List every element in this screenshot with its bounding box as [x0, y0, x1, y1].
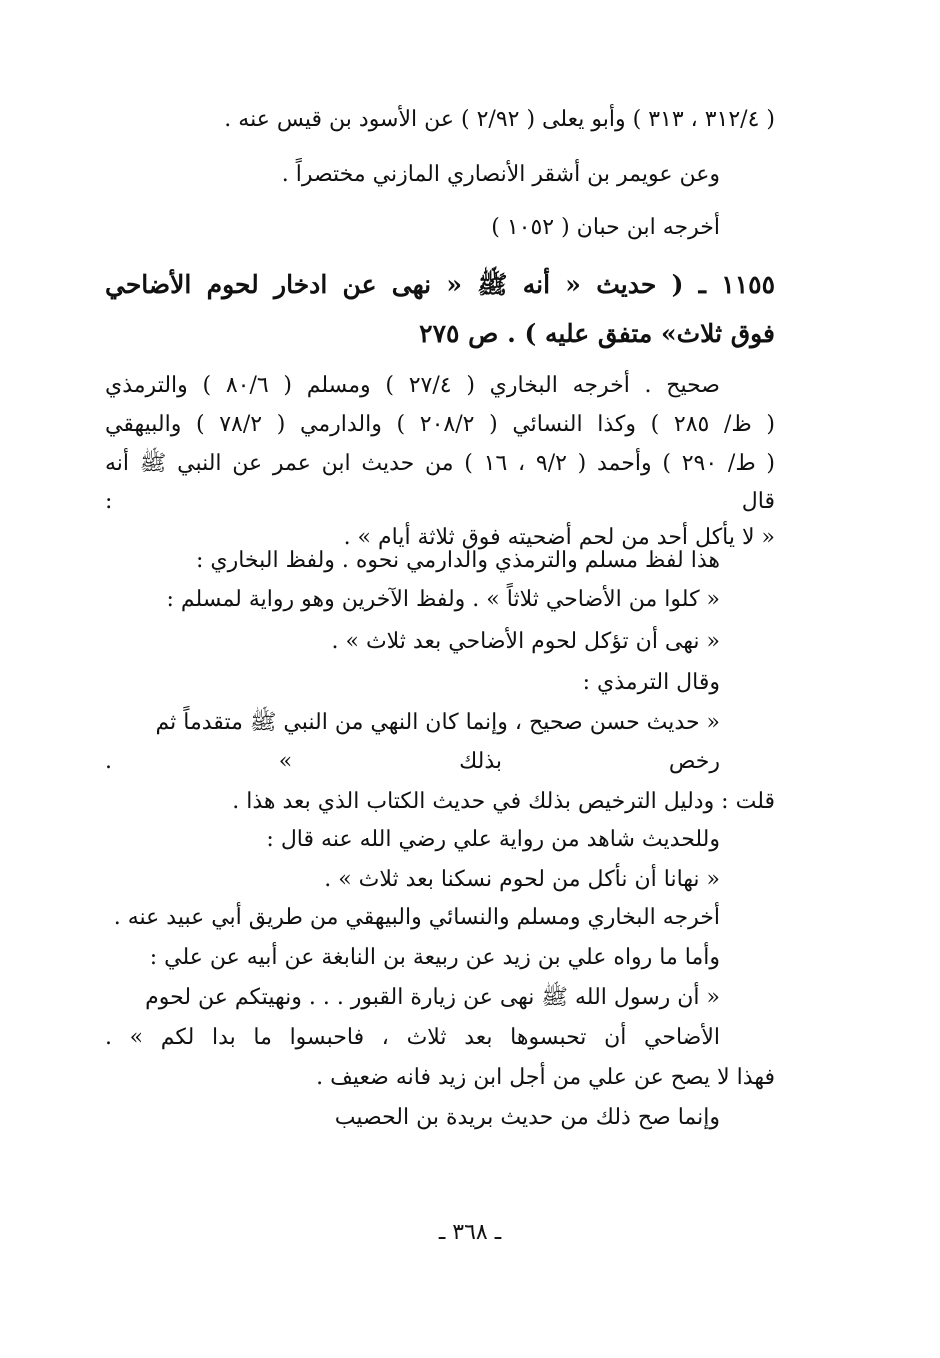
- text-line-19: وأما ما رواه علي بن زيد عن ربيعة بن النابغة عن أبيه عن علي :: [149, 945, 720, 970]
- text-line-15: قلت : ودليل الترخيص بذلك في حديث الكتاب الذي بعد هذا .: [232, 789, 775, 814]
- hadith-heading-line-1: ١١٥٥ ـ ( حديث « أنه ﷺ « نهى عن ادخار لحوم الأضاحي: [105, 270, 775, 299]
- text-line-24: [330, 1138, 720, 1178]
- page-number: ـ ٣٦٨ ـ: [438, 1220, 502, 1245]
- hadith-heading-line-2: فوق ثلاث» متفق عليه ) . ص ٢٧٥: [419, 319, 775, 348]
- text-line-16: وللحديث شاهد من رواية علي رضي الله عنه قال :: [266, 827, 720, 852]
- text-line-8: « لا يأكل أحد من لحم أضحيته فوق ثلاثة أيام » .: [343, 525, 775, 550]
- text-line-22: فهذا لا يصح عن علي من أجل ابن زيد فانه ضعيف .: [316, 1065, 775, 1090]
- text-line-9: هذا لفظ مسلم والترمذي والدارمي نحوه . ولفظ البخاري :: [195, 548, 720, 573]
- text-line-17: « نهانا أن نأكل من لحوم نسكنا بعد ثلاث » .: [324, 867, 720, 892]
- text-line-6: ( ط/ ٢٩٠ ) وأحمد ( ٩/٢ ، ١٦ ) من حديث ابن عمر عن النبي ﷺ أنه: [105, 451, 775, 476]
- text-line-13: « حديث حسن صحيح ، وإنما كان النهي من النبي ﷺ متقدماً ثم: [155, 710, 720, 735]
- text-line-1: ( ٣١٢/٤ ، ٣١٣ ) وأبو يعلى ( ٢/٩٢ ) عن الأسود بن قيس عنه .: [224, 107, 775, 132]
- text-line-11: « نهى أن تؤكل لحوم الأضاحي بعد ثلاث » .: [331, 629, 720, 654]
- text-line-12: وقال الترمذي :: [582, 670, 720, 695]
- text-line-14: رخص بذلك » .: [105, 749, 720, 774]
- text-line-3: أخرجه ابن حبان ( ١٠٥٢ ): [491, 215, 720, 240]
- text-line-4: صحيح . أخرجه البخاري ( ٢٧/٤ ) ومسلم ( ٨٠/٦ ) والترمذي: [105, 373, 720, 398]
- text-line-2: وعن عويمر بن أشقر الأنصاري المازني مختصراً .: [281, 162, 720, 187]
- text-line-5: ( ظ/ ٢٨٥ ) وكذا النسائي ( ٢٠٨/٢ ) والدارمي ( ٧٨/٢ ) والبيهقي: [105, 412, 775, 437]
- text-line-20: « أن رسول الله ﷺ نهى عن زيارة القبور . . . ونهيتكم عن لحوم: [145, 985, 720, 1010]
- text-line-18: أخرجه البخاري ومسلم والنسائي والبيهقي من طريق أبي عبيد عنه .: [113, 905, 720, 930]
- text-line-21: الأضاحي أن تحبسوها بعد ثلاث ، فاحبسوا ما بدا لكم » .: [105, 1025, 720, 1050]
- text-line-23: وإنما صح ذلك من حديث بريدة بن الحصيب: [334, 1105, 720, 1130]
- text-line-10: « كلوا من الأضاحي ثلاثاً » . ولفظ الآخرين وهو رواية لمسلم :: [166, 587, 720, 612]
- text-line-7: قال :: [105, 489, 775, 514]
